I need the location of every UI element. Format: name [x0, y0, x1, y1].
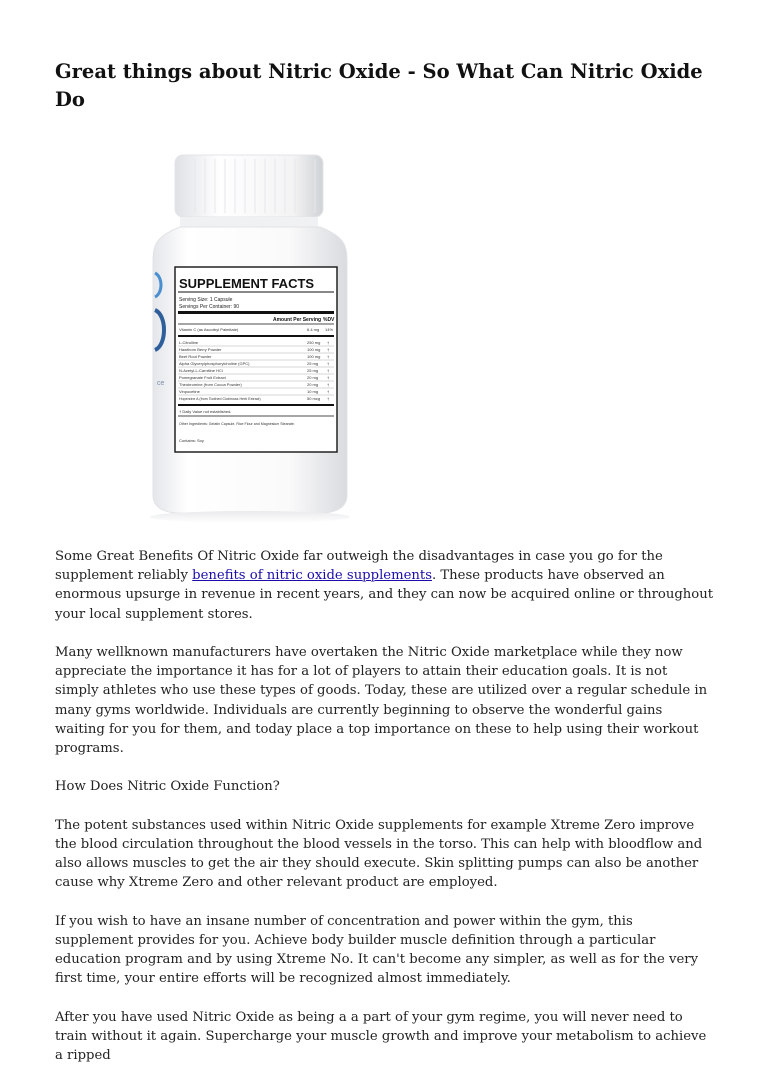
ingredient-amount: 20 mg [307, 382, 319, 387]
paragraph-concentration: If you wish to have an insane number of concentration and power within the gym, this supplement provides for you. Achieve body builder muscle definition through a particular education program and by using Xtreme No. It can't become any simpler, as well as for the very first time, your entire efforts will be recognized almost immediately. [55, 913, 699, 987]
ingredient-dv: † [327, 354, 330, 359]
paragraph-intro-end: . These products have observed an enormous upsurge in revenue in recent years, and they can now be acquired online or throughout your local supplement stores. [55, 568, 714, 622]
ingredient-name: Hawthorn Berry Powder [179, 347, 222, 352]
amount-per-serving-header: Amount Per Serving [273, 317, 322, 323]
ingredient-name: Theobromine (from Cocoa Powder) [179, 382, 242, 387]
dv-note: † Daily Value not established. [179, 409, 232, 414]
contains-allergen: Contains: Soy [179, 438, 204, 443]
paragraph-subheading: How Does Nitric Oxide Function? [55, 779, 280, 795]
ingredient-name: Beet Root Powder [179, 354, 212, 359]
servings-per-container: Servings Per Container: 90 [179, 304, 240, 310]
ingredient-dv: † [327, 389, 330, 394]
ingredient-amount: 25 mg [307, 368, 319, 373]
ingredient-dv: † [327, 361, 330, 366]
ingredient-name: L-Citrulline [179, 340, 199, 345]
ingredient-name: Alpha Glycerylphosphorylcholine (GPC) [179, 361, 250, 366]
dv-header: %DV [323, 317, 335, 323]
ingredient-amount: 10 mg [307, 389, 319, 394]
ingredient-name: Pomegranate Fruit Extract [179, 375, 226, 380]
article-body [55, 547, 715, 1085]
ingredient-amount: 6.4 mg [307, 327, 320, 332]
ingredient-name: Huperzine A (from Toothed Clubmoss Herb Extract) [179, 397, 261, 401]
ingredient-amount: 50 mcg [307, 396, 321, 401]
article-title: Great things about Nitric Oxide - So What Can Nitric Oxide Do [55, 60, 703, 111]
ingredient-dv: † [327, 382, 330, 387]
ingredient-dv: 14% [325, 327, 334, 332]
svg-text:ce: ce [157, 380, 165, 387]
bottle-cap [175, 155, 323, 227]
ingredient-amount: 100 mg [307, 347, 321, 352]
ingredient-dv: † [327, 368, 330, 373]
ingredient-dv: † [327, 347, 330, 352]
ingredient-dv: † [327, 396, 330, 401]
paragraph-intro-start: Some Great Benefits Of Nitric Oxide far outweigh the disadvantages in case you go for the supplement reliably [55, 549, 663, 584]
supplement-facts-panel [175, 267, 337, 452]
paragraph-substances: The potent substances used within Nitric Oxide supplements for example Xtreme Zero improve the blood circulation throughout the blood vessels in the torso. This can help with bloodflow and also allows muscles to get the air they should execute. Skin splitting pumps can also be another cause why Xtreme Zero and other relevant product are employed. [55, 817, 703, 891]
other-ingredients: Other Ingredients: Gelatin Capsule, Rice Flour and Magnesium Stearate. [179, 422, 295, 426]
paragraph-intro [55, 547, 715, 624]
ingredient-amount: 25 mg [307, 361, 319, 366]
ingredient-dv: † [327, 340, 330, 345]
benefits-link[interactable]: benefits of nitric oxide supplements [192, 568, 432, 584]
supplement-facts-heading: SUPPLEMENT FACTS [179, 276, 315, 291]
ingredient-amount: 20 mg [307, 375, 319, 380]
ingredient-name: Vinpocetine [179, 389, 200, 394]
ingredient-name: Vitamin C (as Ascorbyl Palmitate) [179, 327, 239, 332]
paragraph-regime: After you have used Nitric Oxide as being a a part of your gym regime, you will never need to train without it again. Supercharge your muscle growth and improve your metabolism to achieve a ripped [55, 1009, 707, 1064]
paragraph-manufacturers: Many wellknown manufacturers have overtaken the Nitric Oxide marketplace while they now appreciate the importance it has for a lot of players to attain their education goals. It is not simply athletes who use these types of goods. Today, these are utilized over a regular schedule in many gyms worldwide. Individuals are currently beginning to observe the wonderful gains waiting for you for them, and today place a top importance on these to help using their workout programs. [55, 645, 708, 757]
ingredient-dv: † [327, 375, 330, 380]
ingredient-name: N-Acetyl-L-Carnitine HCl [179, 368, 223, 373]
serving-size: Serving Size: 1 Capsule [179, 297, 233, 303]
supplement-bottle-image [55, 145, 430, 530]
ingredient-amount: 250 mg [307, 340, 321, 345]
ingredient-amount: 100 mg [307, 354, 321, 359]
